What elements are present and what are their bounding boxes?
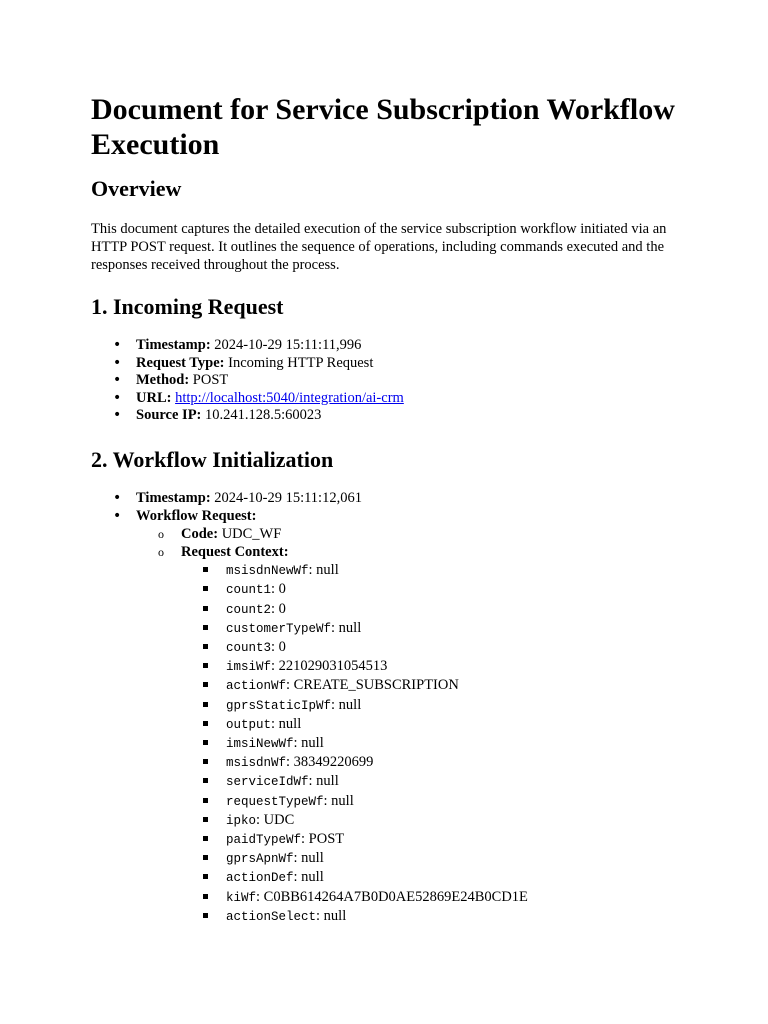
list-item	[91, 355, 691, 373]
item-value: Incoming HTTP Request	[224, 354, 374, 371]
context-value: : null	[293, 734, 324, 751]
context-item-ipko	[91, 811, 691, 830]
context-key: gprsApnWf	[226, 852, 294, 867]
item-value: UDC_WF	[218, 526, 282, 543]
list-item	[91, 508, 691, 926]
context-key: count3	[226, 640, 272, 655]
context-value: : null	[293, 869, 324, 886]
item-label: Request Type:	[136, 354, 225, 371]
context-value: : 0	[271, 638, 286, 655]
context-item-output	[91, 715, 691, 734]
context-value: : CREATE_SUBSCRIPTION	[286, 677, 459, 694]
context-value: : null	[308, 562, 339, 579]
context-item-actionDef	[91, 868, 691, 887]
context-item-count1	[91, 580, 691, 599]
context-value: : null	[316, 907, 347, 924]
context-item-count3	[91, 638, 691, 657]
context-item-gprsStaticIpWf	[91, 696, 691, 715]
context-item-actionWf	[91, 676, 691, 695]
context-item-paidTypeWf	[91, 830, 691, 849]
context-key: ipko	[226, 813, 257, 828]
list-item	[91, 390, 691, 408]
request-context-list	[181, 561, 691, 926]
list-item	[91, 407, 691, 425]
context-key: kiWf	[226, 890, 257, 905]
context-value: : null	[308, 773, 339, 790]
context-value: : 221029031054513	[271, 658, 388, 675]
document-page	[91, 92, 691, 948]
item-value: 10.241.128.5:60023	[201, 407, 322, 424]
context-key: output	[226, 717, 272, 732]
context-value: : POST	[301, 831, 345, 847]
item-label: URL:	[136, 389, 172, 406]
context-value: : null	[331, 696, 362, 713]
item-value: 2024-10-29 15:11:11,996	[210, 337, 362, 353]
context-item-msisdnWf	[91, 753, 691, 772]
context-key: count2	[226, 602, 272, 617]
context-key: customerTypeWf	[226, 621, 332, 636]
context-key: actionDef	[226, 871, 294, 886]
url-link[interactable]: http://localhost:5040/integration/ai-crm	[175, 389, 404, 406]
list-item	[91, 337, 691, 355]
context-value: : null	[331, 619, 362, 636]
item-label: Source IP:	[136, 407, 202, 424]
context-value: : null	[293, 850, 324, 867]
context-item-actionSelect	[91, 907, 691, 926]
item-label: Timestamp:	[136, 337, 211, 353]
context-item-count2	[91, 600, 691, 619]
context-item-msisdnNewWf	[91, 561, 691, 580]
context-value: : 0	[271, 600, 286, 617]
item-value: POST	[189, 372, 229, 389]
context-item-kiWf	[91, 888, 691, 907]
overview-text: This document captures the detailed execution of the service subscription workflow initiated via an HTTP POST request. It outlines the sequence of operations, including commands executed and the responses received throughout the process.	[91, 221, 667, 273]
workflow-list	[91, 490, 691, 926]
context-item-requestTypeWf	[91, 792, 691, 811]
context-key: msisdnWf	[226, 756, 287, 771]
item-label: Workflow Request:	[136, 507, 257, 524]
list-item	[91, 525, 691, 543]
document-title: Document for Service Subscription Workflow Execution	[91, 93, 675, 161]
context-item-gprsApnWf	[91, 849, 691, 868]
context-key: serviceIdWf	[226, 775, 309, 790]
context-key: actionSelect	[226, 909, 317, 924]
item-value: 2024-10-29 15:11:12,061	[210, 489, 362, 506]
context-item-serviceIdWf	[91, 772, 691, 791]
item-label: Request Context:	[181, 544, 289, 561]
context-key: requestTypeWf	[226, 794, 324, 809]
overview-heading: Overview	[91, 176, 182, 201]
context-key: gprsStaticIpWf	[226, 698, 332, 713]
context-value: : null	[271, 715, 302, 732]
context-key: imsiNewWf	[226, 736, 294, 751]
incoming-request-list	[91, 337, 691, 425]
item-label: Method:	[136, 372, 190, 389]
context-key: count1	[226, 583, 272, 598]
incoming-request-heading: 1. Incoming Request	[91, 294, 284, 319]
list-item	[91, 372, 691, 390]
context-item-imsiWf	[91, 657, 691, 676]
context-item-imsiNewWf	[91, 734, 691, 753]
item-label: Code:	[181, 526, 219, 543]
context-key: paidTypeWf	[226, 833, 302, 847]
context-value: : C0BB614264A7B0D0AE52869E24B0CD1E	[256, 888, 528, 905]
context-key: actionWf	[226, 679, 287, 694]
list-item	[91, 543, 691, 926]
context-key: imsiWf	[226, 660, 272, 675]
list-item	[91, 490, 691, 508]
workflow-request-list	[136, 525, 691, 926]
context-value: : 0	[271, 581, 286, 598]
workflow-initialization-heading: 2. Workflow Initialization	[91, 446, 334, 472]
context-value: : 38349220699	[286, 754, 374, 771]
context-key: msisdnNewWf	[226, 564, 309, 579]
context-value: : null	[323, 792, 354, 809]
item-label: Timestamp:	[136, 489, 211, 506]
context-item-customerTypeWf	[91, 619, 691, 638]
context-value: : UDC	[256, 811, 295, 828]
